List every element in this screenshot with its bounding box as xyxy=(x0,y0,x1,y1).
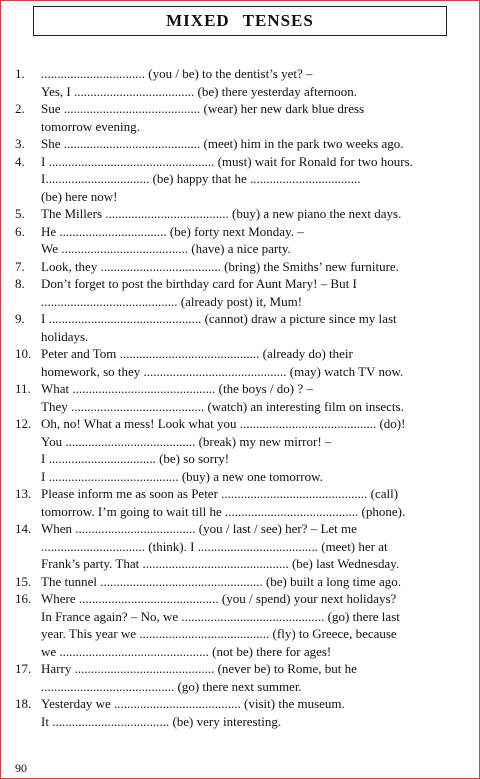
exercise-number: 1. xyxy=(15,66,25,81)
exercise-line: tomorrow. I’m going to wait till he ......................................... (phone). xyxy=(41,503,406,519)
exercise-text xyxy=(41,415,465,485)
exercise-list xyxy=(15,65,465,730)
exercise-line: When ..................................... (you / last / see) her? – Let me xyxy=(41,521,357,536)
exercise-line: Where ........................................... (you / spend) your next holidays? xyxy=(41,591,397,606)
exercise-line: I................................ (be) happy that he .................................. xyxy=(41,171,361,186)
exercise-number: 15. xyxy=(15,573,32,589)
exercise-item xyxy=(15,135,465,153)
exercise-number: 6. xyxy=(15,223,25,239)
exercise-line: ......................................... (go) there next summer. xyxy=(41,678,302,694)
exercise-item xyxy=(15,258,465,276)
exercise-line: She .......................................... (meet) him in the park two weeks ago. xyxy=(41,136,404,151)
exercise-number: 7. xyxy=(15,258,25,274)
exercise-item xyxy=(15,660,465,695)
exercise-line: Sue .......................................... (wear) her new dark blue dress xyxy=(41,101,365,116)
exercise-line: Yesterday we ....................................... (visit) the museum. xyxy=(41,696,345,711)
exercise-text xyxy=(41,695,465,730)
exercise-line: I ................................................... (must) wait for Ronald for two hours. xyxy=(41,153,413,169)
exercise-line: You ........................................ (break) my new mirror! – xyxy=(41,433,332,449)
exercise-line: I ................................. (be) so sorry! xyxy=(41,451,230,466)
exercise-item xyxy=(15,695,465,730)
exercise-line: Peter and Tom ........................................... (already do) their xyxy=(41,346,353,361)
exercise-line: homework, so they ............................................ (may) watch TV now. xyxy=(41,363,404,379)
exercise-line: ................................ (think). I ..................................... (meet) her at xyxy=(41,538,388,554)
exercise-item xyxy=(15,485,465,520)
exercise-number: 13. xyxy=(15,486,32,501)
exercise-line: (be) here now! xyxy=(41,188,118,204)
exercise-line: They ......................................... (watch) an interesting film on insects. xyxy=(41,398,404,414)
exercise-line: Look, they ..................................... (bring) the Smiths’ new furniture. xyxy=(41,258,399,274)
exercise-line: Frank’s party. That ............................................. (be) last Wednesday. xyxy=(41,556,400,571)
exercise-item xyxy=(15,205,465,223)
exercise-item xyxy=(15,380,465,415)
exercise-line: Oh, no! What a mess! Look what you .......................................... (do)! xyxy=(41,416,406,431)
exercise-line: holidays. xyxy=(41,328,89,344)
exercise-item xyxy=(15,590,465,660)
exercise-line: tomorrow evening. xyxy=(41,118,140,134)
exercise-number: 5. xyxy=(15,206,25,221)
exercise-number: 8. xyxy=(15,276,25,291)
exercise-text xyxy=(41,485,465,520)
exercise-number: 4. xyxy=(15,153,25,169)
exercise-number: 16. xyxy=(15,591,32,606)
exercise-item xyxy=(15,100,465,135)
exercise-line: What ............................................ (the boys / do) ? – xyxy=(41,381,313,396)
exercise-item xyxy=(15,345,465,380)
exercise-line: Don’t forget to post the birthday card for Aunt Mary! – But I xyxy=(41,276,357,291)
exercise-item xyxy=(15,153,465,206)
exercise-item xyxy=(15,573,465,591)
exercise-line: Yes, I ..................................... (be) there yesterday afternoon. xyxy=(41,83,358,99)
exercise-text xyxy=(41,345,465,380)
exercise-number: 3. xyxy=(15,136,25,151)
exercise-text xyxy=(41,590,465,660)
exercise-item xyxy=(15,223,465,258)
exercise-text xyxy=(41,100,465,135)
exercise-number: 18. xyxy=(15,696,32,711)
exercise-number: 2. xyxy=(15,101,25,116)
exercise-line: Harry ........................................... (never be) to Rome, but he xyxy=(41,661,357,676)
exercise-item xyxy=(15,520,465,573)
exercise-text xyxy=(41,258,465,276)
exercise-line: .......................................... (already post) it, Mum! xyxy=(41,293,303,309)
exercise-line: He ................................. (be) forty next Monday. – xyxy=(41,223,304,239)
exercise-item xyxy=(15,415,465,485)
title-box xyxy=(33,6,447,36)
page-title: MIXED TENSES xyxy=(166,11,314,30)
exercise-text xyxy=(41,573,465,591)
exercise-text xyxy=(41,310,465,345)
exercise-text xyxy=(41,153,465,206)
exercise-text xyxy=(41,520,465,573)
exercise-item xyxy=(15,310,465,345)
exercise-line: I ............................................... (cannot) draw a picture since my last xyxy=(41,311,397,326)
page-number: 90 xyxy=(15,761,27,775)
exercise-line: ................................ (you / be) to the dentist’s yet? – xyxy=(41,66,313,81)
exercise-line: It .................................... (be) very interesting. xyxy=(41,713,282,729)
exercise-line: The Millers ...................................... (buy) a new piano the next days. xyxy=(41,206,402,221)
exercise-number: 10. xyxy=(15,346,32,361)
exercise-line: We ....................................... (have) a nice party. xyxy=(41,241,291,256)
exercise-text xyxy=(41,65,465,100)
exercise-item xyxy=(15,65,465,100)
exercise-line: In France again? – No, we ............................................ (go) there last xyxy=(41,608,400,624)
exercise-number: 17. xyxy=(15,661,32,676)
exercise-text xyxy=(41,205,465,223)
exercise-item xyxy=(15,275,465,310)
exercise-number: 12. xyxy=(15,416,32,431)
exercise-line: year. This year we ........................................ (fly) to Greece, because xyxy=(41,626,397,641)
exercise-text xyxy=(41,275,465,310)
exercise-text xyxy=(41,135,465,153)
exercise-line: we .............................................. (not be) there for ages! xyxy=(41,643,332,659)
exercise-text xyxy=(41,660,465,695)
exercise-number: 11. xyxy=(15,381,31,396)
exercise-line: The tunnel .................................................. (be) built a long time ago. xyxy=(41,573,401,589)
exercise-number: 9. xyxy=(15,311,25,326)
exercise-line: I ........................................ (buy) a new one tomorrow. xyxy=(41,468,323,484)
exercise-number: 14. xyxy=(15,521,32,536)
exercise-line: Please inform me as soon as Peter ............................................. (call) xyxy=(41,486,399,501)
exercise-text xyxy=(41,380,465,415)
exercise-text xyxy=(41,223,465,258)
